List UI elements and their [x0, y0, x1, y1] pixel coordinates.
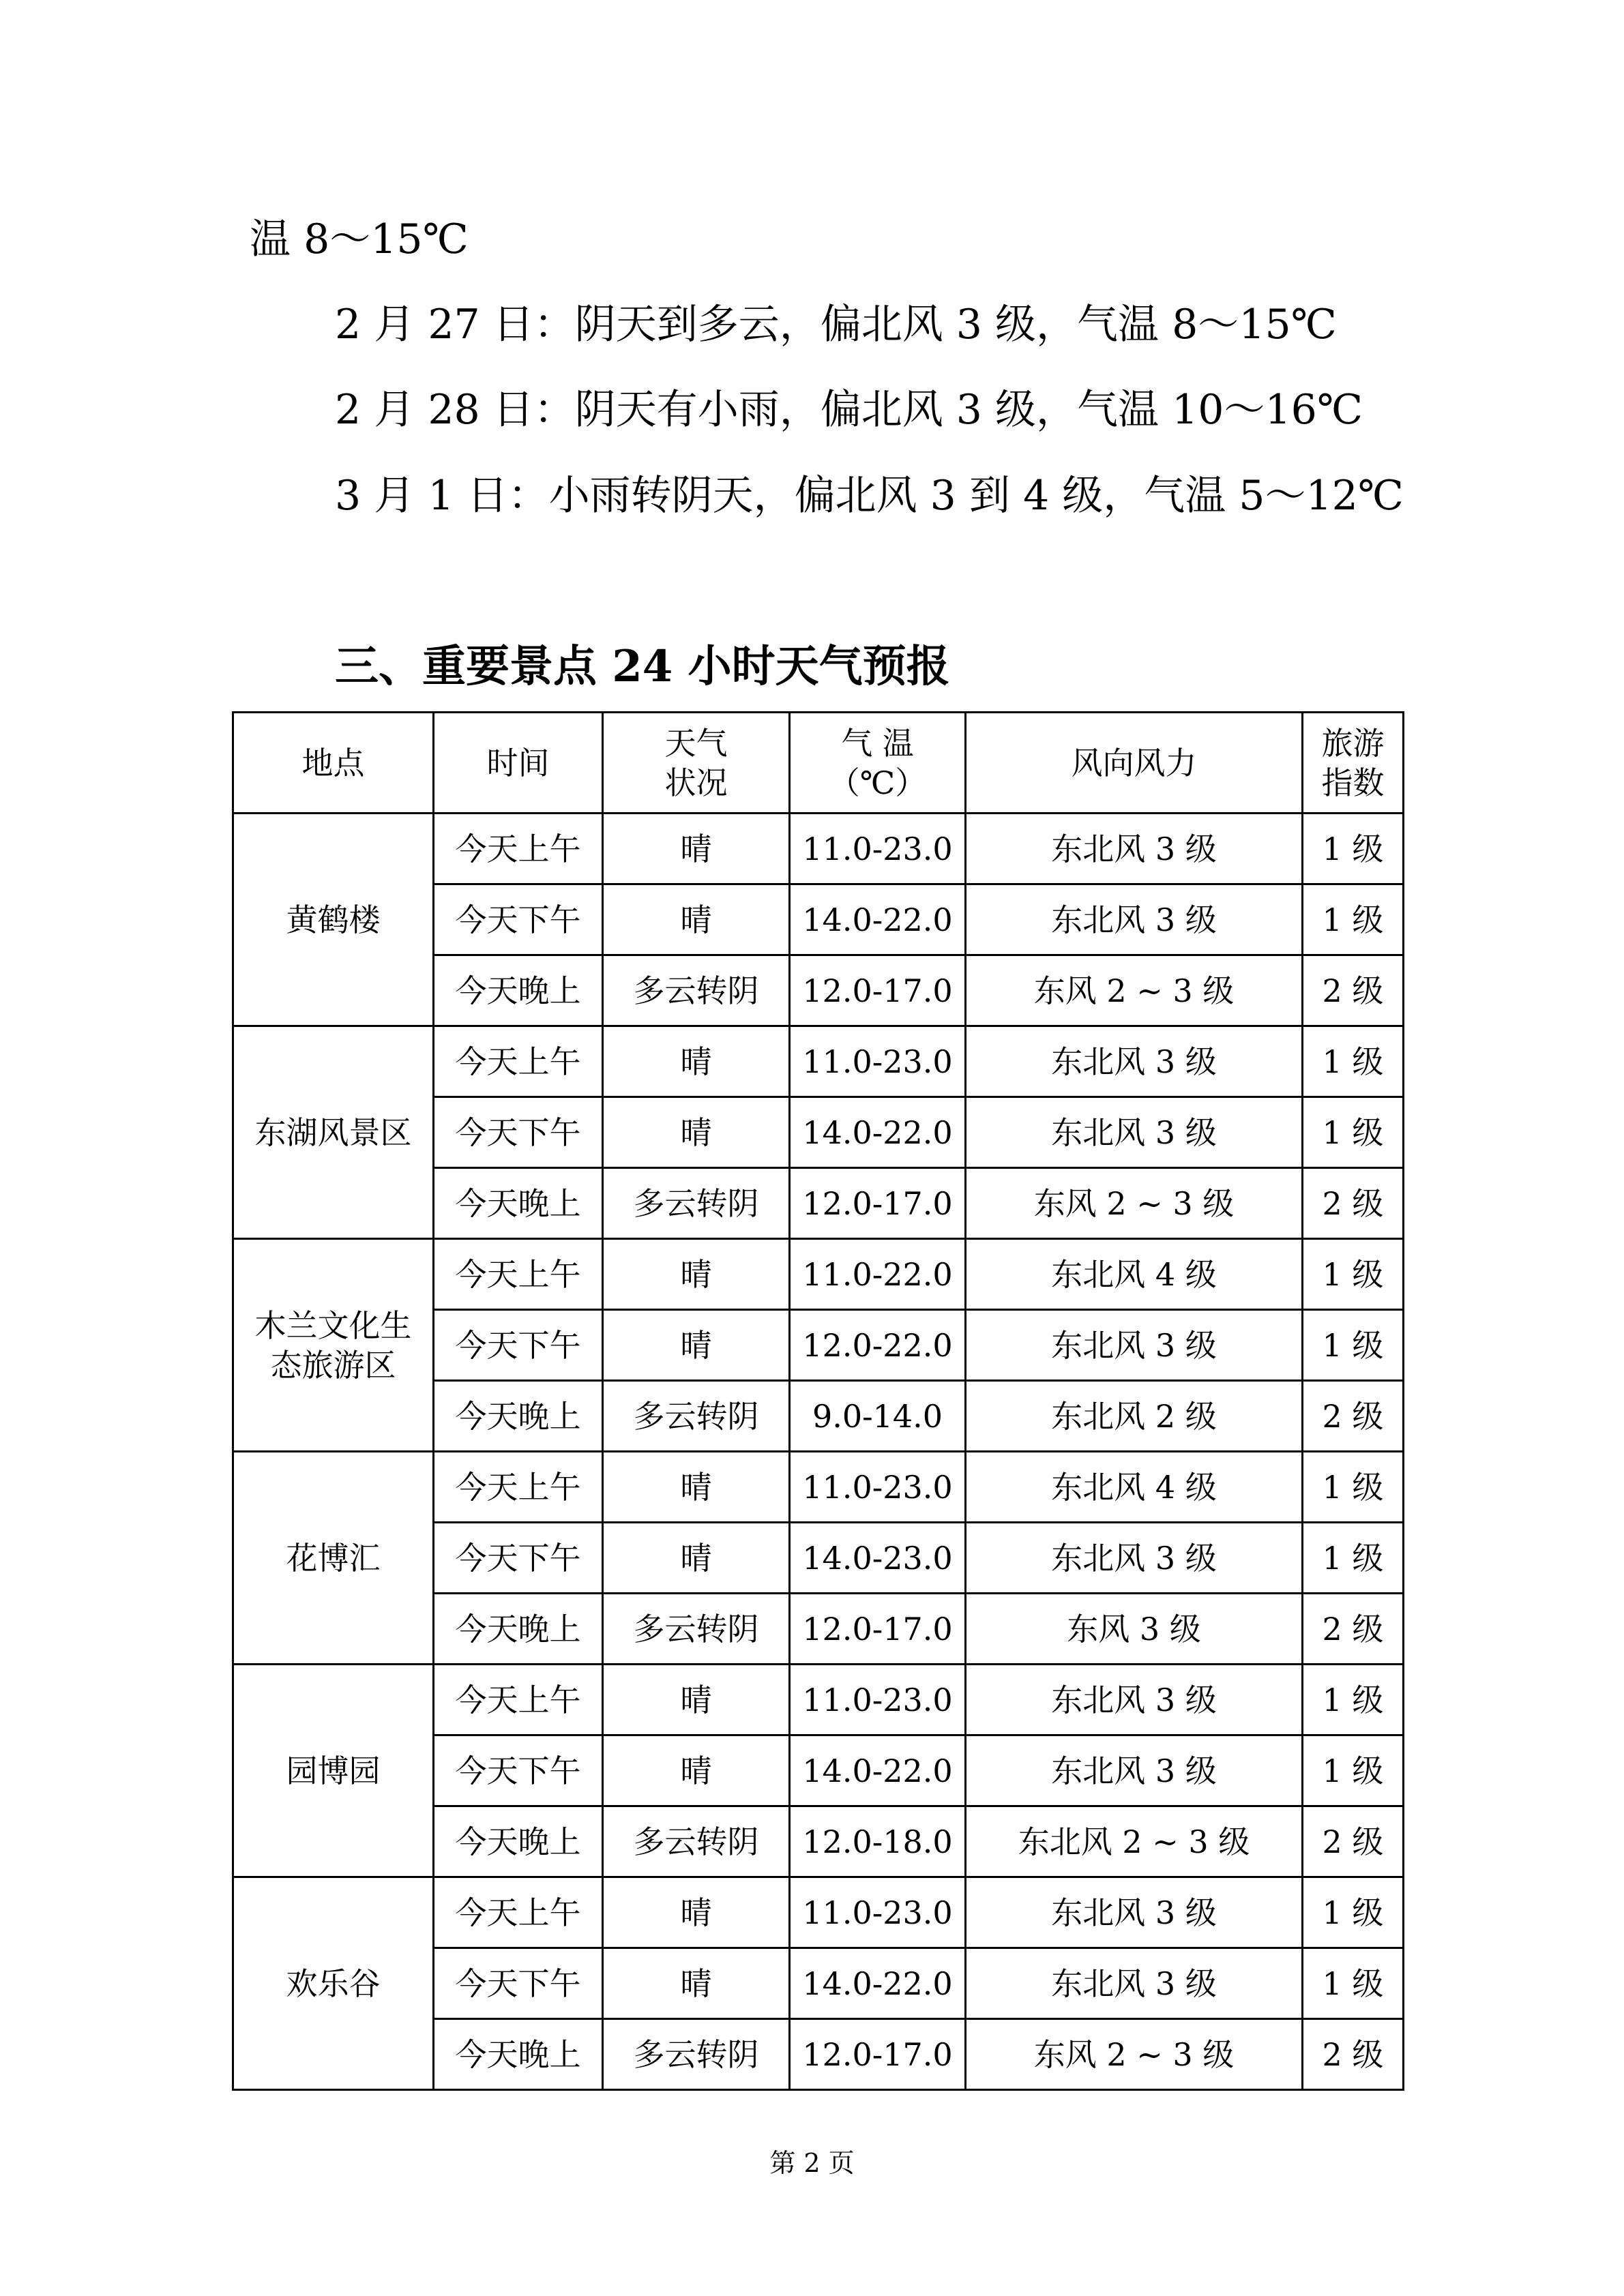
weather-cell: 晴 — [603, 1877, 790, 1948]
wind-cell: 东北风 3 级 — [966, 1948, 1303, 2019]
temperature-cell: 12.0-17.0 — [790, 1594, 966, 1665]
tourism-index-cell: 1 级 — [1303, 884, 1404, 955]
tourism-index-cell: 1 级 — [1303, 1097, 1404, 1168]
forecast-line-feb27: 2 月 27 日：阴天到多云，偏北风 3 级，气温 8～15℃ — [335, 301, 1337, 348]
intro-line-continuation: 温 8～15℃ — [250, 215, 469, 263]
weather-cell: 多云转阴 — [603, 2019, 790, 2090]
location-cell: 东湖风景区 — [233, 1026, 434, 1239]
weather-cell: 晴 — [603, 1310, 790, 1381]
temperature-cell: 12.0-22.0 — [790, 1310, 966, 1381]
weather-cell: 多云转阴 — [603, 1594, 790, 1665]
tourism-index-cell: 1 级 — [1303, 1239, 1404, 1310]
time-cell: 今天上午 — [434, 1452, 603, 1523]
time-cell: 今天下午 — [434, 1097, 603, 1168]
tourism-index-cell: 1 级 — [1303, 1665, 1404, 1735]
weather-cell: 晴 — [603, 1026, 790, 1097]
time-cell: 今天晚上 — [434, 1381, 603, 1452]
temperature-cell: 12.0-17.0 — [790, 1168, 966, 1239]
table-row — [233, 1452, 1404, 1523]
wind-cell: 东北风 3 级 — [966, 1665, 1303, 1735]
tourism-index-cell: 1 级 — [1303, 1026, 1404, 1097]
time-cell: 今天下午 — [434, 1523, 603, 1594]
wind-cell: 东北风 4 级 — [966, 1452, 1303, 1523]
weather-cell: 晴 — [603, 1097, 790, 1168]
tourism-index-cell: 2 级 — [1303, 1594, 1404, 1665]
time-cell: 今天上午 — [434, 1877, 603, 1948]
tourism-index-cell: 1 级 — [1303, 1877, 1404, 1948]
temperature-cell: 14.0-22.0 — [790, 1097, 966, 1168]
table-row — [233, 1026, 1404, 1097]
time-cell: 今天上午 — [434, 1239, 603, 1310]
temperature-cell: 9.0-14.0 — [790, 1381, 966, 1452]
time-cell: 今天上午 — [434, 814, 603, 884]
wind-cell: 东风 2 ~ 3 级 — [966, 2019, 1303, 2090]
tourism-index-cell: 2 级 — [1303, 1168, 1404, 1239]
temperature-cell: 11.0-23.0 — [790, 1026, 966, 1097]
wind-cell: 东北风 2 级 — [966, 1381, 1303, 1452]
table-row — [233, 1239, 1404, 1310]
tourism-index-cell: 1 级 — [1303, 1310, 1404, 1381]
time-cell: 今天上午 — [434, 1026, 603, 1097]
location-cell: 木兰文化生 态旅游区 — [233, 1239, 434, 1452]
tourism-index-cell: 1 级 — [1303, 1452, 1404, 1523]
tourism-index-cell: 1 级 — [1303, 814, 1404, 884]
wind-cell: 东北风 3 级 — [966, 884, 1303, 955]
weather-cell: 晴 — [603, 1665, 790, 1735]
header-location: 地点 — [233, 713, 434, 814]
tourism-index-cell: 1 级 — [1303, 1735, 1404, 1806]
section-heading: 三、重要景点 24 小时天气预报 — [335, 641, 950, 692]
weather-cell: 晴 — [603, 1948, 790, 2019]
page-number: 第 2 页 — [769, 2148, 855, 2178]
weather-cell: 晴 — [603, 1452, 790, 1523]
weather-cell: 晴 — [603, 1239, 790, 1310]
header-time: 时间 — [434, 713, 603, 814]
table-row — [233, 1665, 1404, 1735]
tourism-index-cell: 1 级 — [1303, 1948, 1404, 2019]
weather-cell: 多云转阴 — [603, 1806, 790, 1877]
table-header-row — [233, 713, 1404, 814]
wind-cell: 东风 2 ~ 3 级 — [966, 1168, 1303, 1239]
temperature-cell: 12.0-17.0 — [790, 2019, 966, 2090]
temperature-cell: 14.0-23.0 — [790, 1523, 966, 1594]
temperature-cell: 14.0-22.0 — [790, 1735, 966, 1806]
time-cell: 今天晚上 — [434, 1806, 603, 1877]
temperature-cell: 14.0-22.0 — [790, 884, 966, 955]
tourism-index-cell: 2 级 — [1303, 1381, 1404, 1452]
weather-cell: 多云转阴 — [603, 1381, 790, 1452]
time-cell: 今天下午 — [434, 1948, 603, 2019]
wind-cell: 东北风 4 级 — [966, 1239, 1303, 1310]
time-cell: 今天下午 — [434, 1735, 603, 1806]
weather-cell: 晴 — [603, 814, 790, 884]
temperature-cell: 11.0-23.0 — [790, 1452, 966, 1523]
wind-cell: 东北风 3 级 — [966, 1735, 1303, 1806]
time-cell: 今天下午 — [434, 1310, 603, 1381]
wind-cell: 东北风 3 级 — [966, 1310, 1303, 1381]
time-cell: 今天晚上 — [434, 955, 603, 1026]
weather-cell: 晴 — [603, 1735, 790, 1806]
wind-cell: 东北风 3 级 — [966, 814, 1303, 884]
temperature-cell: 11.0-22.0 — [790, 1239, 966, 1310]
weather-cell: 晴 — [603, 884, 790, 955]
temperature-cell: 11.0-23.0 — [790, 814, 966, 884]
header-tourism-index: 旅游 指数 — [1303, 713, 1404, 814]
header-temperature: 气 温 （℃） — [790, 713, 966, 814]
tourism-index-cell: 2 级 — [1303, 2019, 1404, 2090]
wind-cell: 东风 3 级 — [966, 1594, 1303, 1665]
location-cell: 欢乐谷 — [233, 1877, 434, 2090]
time-cell: 今天晚上 — [434, 1594, 603, 1665]
location-cell: 黄鹤楼 — [233, 814, 434, 1026]
weather-cell: 多云转阴 — [603, 955, 790, 1026]
scenic-forecast-table — [232, 711, 1404, 2091]
location-cell: 花博汇 — [233, 1452, 434, 1665]
wind-cell: 东风 2 ~ 3 级 — [966, 955, 1303, 1026]
forecast-line-feb28: 2 月 28 日：阴天有小雨，偏北风 3 级，气温 10～16℃ — [335, 386, 1363, 434]
time-cell: 今天上午 — [434, 1665, 603, 1735]
temperature-cell: 12.0-17.0 — [790, 955, 966, 1026]
header-weather: 天气 状况 — [603, 713, 790, 814]
forecast-line-mar1: 3 月 1 日：小雨转阴天，偏北风 3 到 4 级，气温 5～12℃ — [335, 472, 1404, 520]
table-row — [233, 1877, 1404, 1948]
wind-cell: 东北风 3 级 — [966, 1877, 1303, 1948]
temperature-cell: 11.0-23.0 — [790, 1665, 966, 1735]
header-wind: 风向风力 — [966, 713, 1303, 814]
time-cell: 今天晚上 — [434, 1168, 603, 1239]
time-cell: 今天下午 — [434, 884, 603, 955]
time-cell: 今天晚上 — [434, 2019, 603, 2090]
wind-cell: 东北风 3 级 — [966, 1026, 1303, 1097]
weather-cell: 晴 — [603, 1523, 790, 1594]
tourism-index-cell: 2 级 — [1303, 1806, 1404, 1877]
weather-cell: 多云转阴 — [603, 1168, 790, 1239]
temperature-cell: 11.0-23.0 — [790, 1877, 966, 1948]
wind-cell: 东北风 3 级 — [966, 1097, 1303, 1168]
temperature-cell: 14.0-22.0 — [790, 1948, 966, 2019]
location-cell: 园博园 — [233, 1665, 434, 1877]
tourism-index-cell: 1 级 — [1303, 1523, 1404, 1594]
tourism-index-cell: 2 级 — [1303, 955, 1404, 1026]
wind-cell: 东北风 2 ~ 3 级 — [966, 1806, 1303, 1877]
table-row — [233, 814, 1404, 884]
wind-cell: 东北风 3 级 — [966, 1523, 1303, 1594]
temperature-cell: 12.0-18.0 — [790, 1806, 966, 1877]
